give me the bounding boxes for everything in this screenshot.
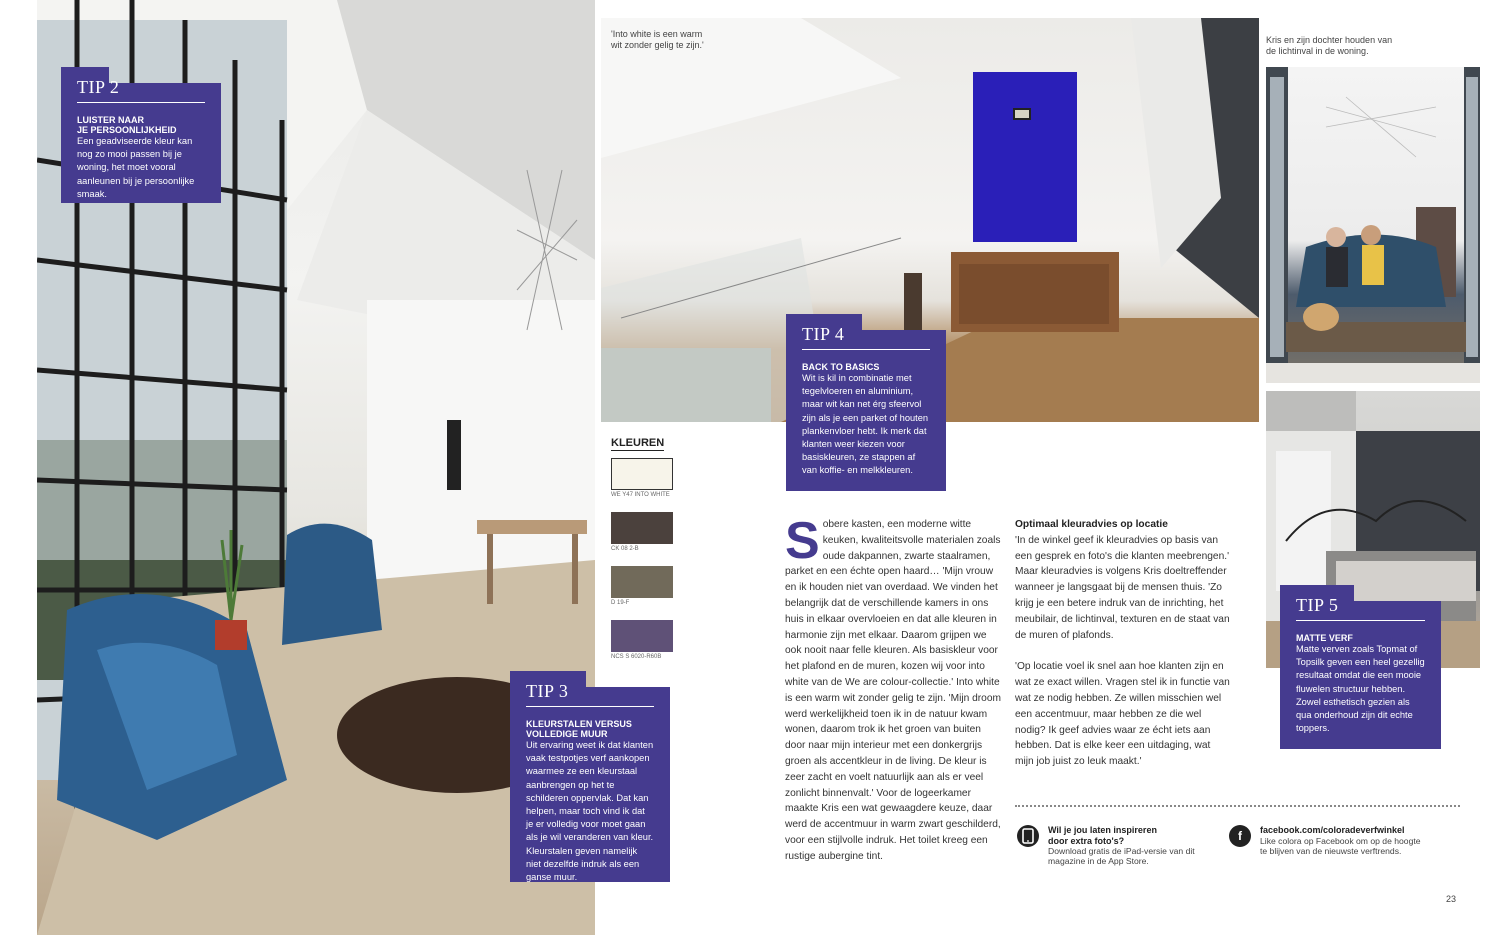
- swatch-label: CK 08 2-B: [611, 546, 639, 552]
- article-column-1: [785, 512, 1001, 865]
- color-swatches: [611, 433, 681, 674]
- tip-4-heading: BACK TO BASICS: [802, 362, 880, 372]
- article-text-1: obere kasten, een moderne witte keuken, kwaliteitsvolle materialen zoals oude dakpannen, zwarte staalramen, parket en een échte open haard… 'Mijn vrouw en ik houden niet van overdaad. We vinden het belangrijk dat de verschillende kamers in ons huis in elkaar overvloeien en dat alle kleuren in harmonie zijn met elkaar. Daarom grijpen we ook nooit naar felle kleuren. Als basiskleur voor het plafond en de muren, kozen wij voor into white van de We are colour-collectie.' Into white is een warm wit zonder gelig te zijn. 'Mijn droom werd werkelijkheid toen ik in de natuur kwam wonen, daarom trok ik het groen van buiten door naar mijn interieur met een donkergrijs groen als accentkleur in de living. De kleur is zeer zacht en voelt natuurlijk aan als er veel zonlicht binnenvalt.' Voor de logeerkamer maakte Kris een wat gewaagdere keuze, daar werd de accentmuur in warm zwart geschilderd, voor een stijlvolle indruk. Het toilet kreeg een rustige aubergine tint.: [785, 519, 1001, 862]
- ipad-promo[interactable]: [1017, 825, 1207, 866]
- facebook-promo-title[interactable]: facebook.com/coloradeverfwinkel: [1260, 825, 1405, 835]
- tip-3-title: TIP 3: [526, 681, 654, 707]
- hallway-caption: 'Into white is een warm wit zonder gelig te zijn.': [611, 29, 704, 50]
- swatch-1: [611, 458, 681, 498]
- facebook-icon: f: [1229, 825, 1251, 847]
- article-paragraph-2: 'Op locatie voel ik snel aan hoe klanten zijn en wat ze exact willen. Vragen stel ik in functie van wat ze nodig hebben. Ze willen misschien wel een accentmuur, maar hebben ze die wel nodig? Ik geef advies waar ze écht iets aan hebben. Dat is elke keer een uitdaging, wat mijn job juist zo leuk maakt.': [1015, 661, 1230, 768]
- swatch-color: [611, 458, 673, 490]
- tip-2-box: [61, 77, 221, 203]
- tip-5-body: Matte verven zoals Topmat of Topsilk geven een heel gezellig resultaat omdat die een mooie fluwelen structuur hebben. Zowel esthetisch gezien als qua onderhoud zijn dit echte toppers.: [1296, 644, 1425, 734]
- swatch-color: [611, 566, 673, 598]
- facebook-promo[interactable]: [1229, 825, 1429, 856]
- blue-artwork: [973, 72, 1077, 242]
- tip-4-title: TIP 4: [802, 324, 930, 350]
- tip-3-box: [510, 681, 670, 883]
- swatch-label: NCS S 6020-R60B: [611, 654, 662, 660]
- tip-2-heading: LUISTER NAAR JE PERSOONLIJKHEID: [77, 115, 177, 135]
- tip-2-title: TIP 2: [77, 77, 205, 103]
- swatch-2: [611, 512, 681, 552]
- tip-2-body: Een geadviseerde kleur kan nog zo mooi passen bij je woning, het moet vooral aanleunen bij je persoonlijke smaak.: [77, 136, 195, 199]
- tip-5-title: TIP 5: [1296, 595, 1425, 621]
- swatch-4: [611, 620, 681, 660]
- swatches-title: KLEUREN: [611, 437, 665, 449]
- page-number: 23: [1446, 894, 1457, 904]
- facebook-promo-text: Like colora op Facebook om op de hoogte te blijven van de nieuwste verftrends.: [1260, 835, 1421, 856]
- article-paragraph-1: 'In de winkel geef ik kleuradvies op basis van een gesprek en foto's die klanten meebrengen.' Maar kleuradvies is volgens Kris doeltreffender wanneer je langsgaat bij de mensen thuis. 'Zo krijg je een betere indruk van de inrichting, het meubilair, de lichtinval, texturen en de staat van de muren of plafonds.: [1015, 534, 1230, 641]
- family-caption: Kris en zijn dochter houden van de lichtinval in de woning.: [1266, 35, 1393, 56]
- tip-5-heading: MATTE VERF: [1296, 633, 1353, 643]
- dotted-divider: [1015, 805, 1460, 807]
- swatch-label: WE Y47 INTO WHITE: [611, 492, 670, 498]
- swatch-color: [611, 512, 673, 544]
- tip-3-body: Uit ervaring weet ik dat klanten vaak testpotjes verf aankopen waarmee ze een kleurstaal aanbrengen op het te schilderen oppervlak. Dat kan helpen, maar toch vind ik dat je er volledig voor moet gaan als je wil veranderen van kleur. Kleurstalen geven namelijk niet dezelfde indruk als een ganse muur.: [526, 740, 654, 883]
- swatch-color: [611, 620, 673, 652]
- tip-4-body: Wit is kil in combinatie met tegelvloeren en aluminium, maar wit kan net érg sfeervol zijn als je een parket of houten plankenvloer hebt. Ik merk dat klanten weer kiezen voor basiskleuren, ze stappen af van koffie- en melkkleuren.: [802, 373, 929, 476]
- ipad-promo-text: Download gratis de iPad-versie van dit magazine in de App Store.: [1048, 846, 1195, 867]
- article-subhead: Optimaal kleuradvies op locatie: [1015, 519, 1168, 530]
- tip-4-box: [786, 324, 946, 491]
- article-column-2: [1015, 517, 1231, 770]
- family-photo: [1266, 67, 1480, 383]
- tip-3-heading: KLEURSTALEN VERSUS VOLLEDIGE MUUR: [526, 719, 632, 739]
- ipad-promo-title-1: Wil je jou laten inspireren: [1048, 825, 1157, 835]
- drop-cap: S: [785, 512, 820, 570]
- swatch-3: [611, 566, 681, 606]
- swatch-label: D 19-F: [611, 600, 630, 606]
- tip-5-box: [1280, 595, 1441, 749]
- ipad-icon: [1017, 825, 1039, 847]
- ipad-promo-title-2: door extra foto's?: [1048, 835, 1125, 846]
